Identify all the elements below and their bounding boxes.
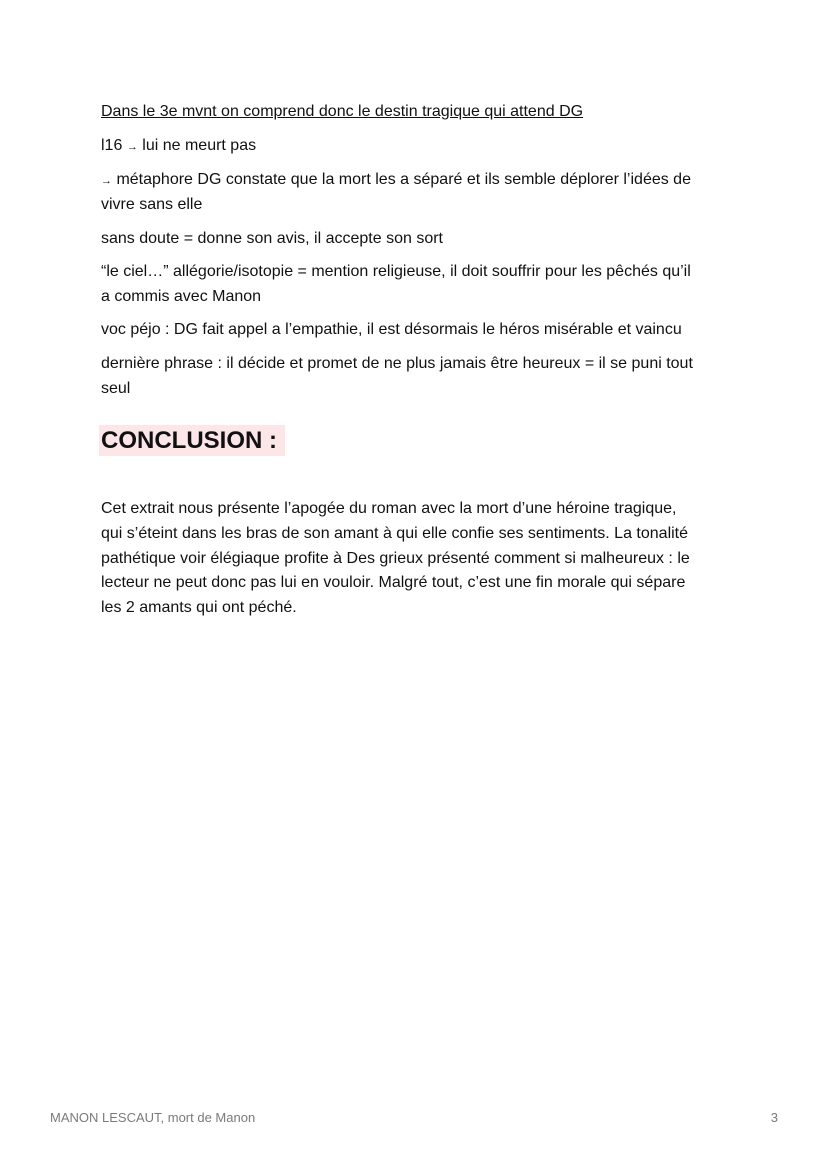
metaphore-text: métaphore DG constate que la mort les a séparé et ils semble déplorer l’idées de — [116, 171, 691, 188]
l16-note — [101, 136, 256, 157]
derniere-note-cont: seul — [101, 380, 131, 397]
conclusion-heading: CONCLUSION : — [99, 425, 285, 456]
sans-doute-note: sans doute = donne son avis, il accepte son sort — [101, 230, 443, 247]
arrow-icon: → — [126, 141, 138, 153]
footer-title: MANON LESCAUT, mort de Manon — [50, 1110, 256, 1125]
metaphore-note — [101, 170, 691, 191]
section-3-title: Dans le 3e mvnt on comprend donc le destin tragique qui attend DG — [101, 103, 584, 120]
voc-note: voc péjo : DG fait appel a l’empathie, il est désormais le héros misérable et vaincu — [101, 321, 682, 338]
metaphore-note-cont: vivre sans elle — [101, 196, 203, 213]
conclusion-line: qui s’éteint dans les bras de son amant à qui elle confie ses sentiments. La tonalité — [101, 525, 689, 542]
l16-text: lui ne meurt pas — [142, 137, 257, 154]
conclusion-line: lecteur ne peut donc pas lui en vouloir. Malgré tout, c’est une fin morale qui sépare — [101, 574, 686, 591]
ciel-note-cont: a commis avec Manon — [101, 288, 262, 305]
derniere-note: dernière phrase : il décide et promet de ne plus jamais être heureux = il se puni tout — [101, 355, 693, 372]
ciel-note: “le ciel…” allégorie/isotopie = mention religieuse, il doit souffrir pour les pêchés qu’il — [101, 263, 691, 280]
conclusion-line: pathétique voir élégiaque profite à Des grieux présenté comment si malheureux : le — [101, 550, 690, 567]
conclusion-line: les 2 amants qui ont péché. — [101, 599, 297, 616]
conclusion-line: Cet extrait nous présente l’apogée du roman avec la mort d’une héroine tragique, — [101, 500, 677, 517]
line-ref: l16 — [101, 137, 123, 154]
page-number: 3 — [770, 1110, 778, 1125]
arrow-icon: → — [101, 175, 112, 187]
